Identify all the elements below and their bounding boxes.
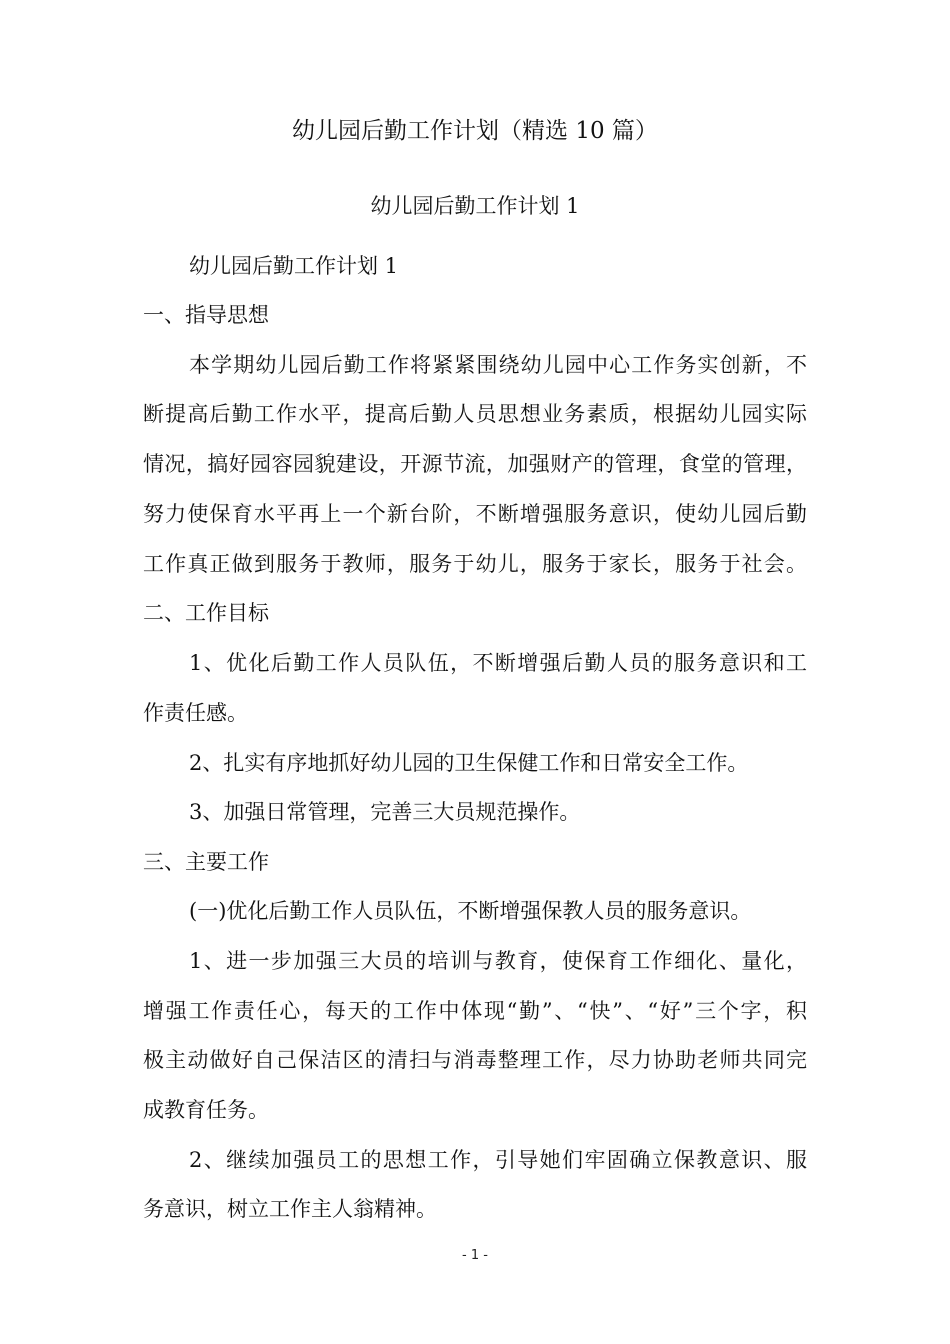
paragraph-line: (一)优化后勤工作人员队伍，不断增强保教人员的服务意识。 [189,899,752,923]
paragraph-line: 成教育任务。 [143,1098,269,1122]
section-heading: 幼儿园后勤工作计划 1 [370,194,580,218]
paragraph-line: 断提高后勤工作水平，提高后勤人员思想业务素质，根据幼儿园实际 [143,402,807,426]
heading-guiding-ideology: 一、指导思想 [143,303,269,327]
paragraph-line: 工作真正做到服务于教师，服务于幼儿，服务于家长，服务于社会。 [143,552,807,576]
paragraph-line: 极主动做好自己保洁区的清扫与消毒整理工作，尽力协助老师共同完 [143,1048,807,1072]
document-title: 幼儿园后勤工作计划（精选 10 篇） [292,118,658,144]
paragraph-line: 1、优化后勤工作人员队伍，不断增强后勤人员的服务意识和工 [189,651,807,675]
page-number: - 1 - [462,1248,488,1263]
paragraph-line: 1、进一步加强三大员的培训与教育，使保育工作细化、量化， [189,949,807,973]
paragraph-line: 作责任感。 [143,701,248,725]
paragraph-line: 情况，搞好园容园貌建设，开源节流，加强财产的管理，食堂的管理， [143,452,807,476]
heading-work-goals: 二、工作目标 [143,601,269,625]
heading-main-work: 三、主要工作 [143,850,269,874]
paragraph-line: 2、继续加强员工的思想工作，引导她们牢固确立保教意识、服 [189,1148,807,1172]
paragraph-line: 本学期幼儿园后勤工作将紧紧围绕幼儿园中心工作务实创新，不 [189,353,807,377]
paragraph-line: 2、扎实有序地抓好幼儿园的卫生保健工作和日常安全工作。 [189,751,749,775]
paragraph-line: 幼儿园后勤工作计划 1 [189,254,399,278]
paragraph-line: 努力使保育水平再上一个新台阶，不断增强服务意识，使幼儿园后勤 [143,502,807,526]
paragraph-line: 3、加强日常管理，完善三大员规范操作。 [189,800,581,824]
paragraph-line: 务意识，树立工作主人翁精神。 [143,1197,437,1221]
paragraph-line: 增强工作责任心，每天的工作中体现“勤”、“快”、“好”三个字，积 [143,999,807,1023]
